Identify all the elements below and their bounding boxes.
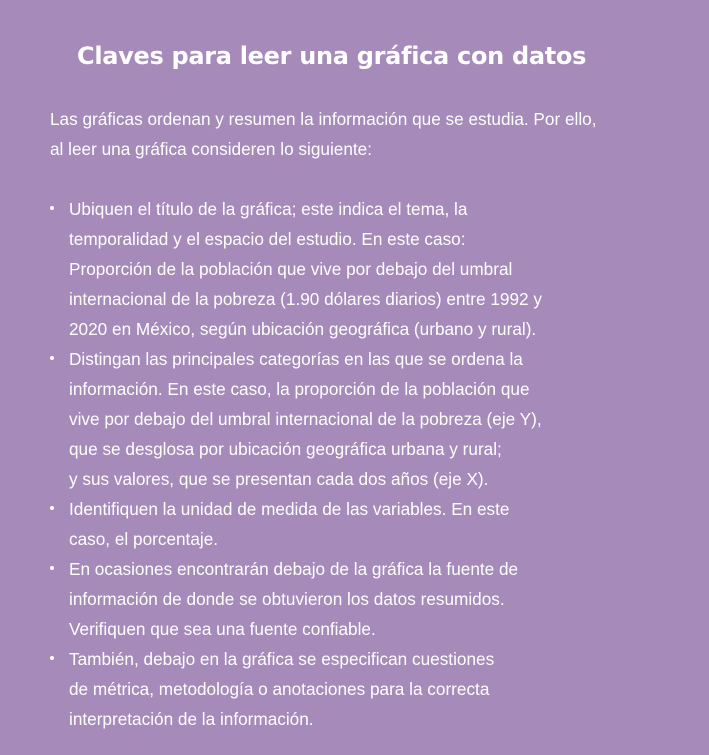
list-item-title xyxy=(0,194,542,344)
list-item-unit xyxy=(0,494,542,554)
list-item-line: interpretación de la información. xyxy=(69,709,314,729)
list-item-line: caso, el porcentaje. xyxy=(69,529,219,549)
bullet-dot-icon xyxy=(50,566,54,570)
list-item-line: En ocasiones encontrarán debajo de la gráfica la fuente de xyxy=(69,559,519,579)
list-item-notes xyxy=(0,644,542,734)
page-title: Claves para leer una gráfica con datos xyxy=(77,42,587,70)
list-item-line: Proporción de la población que vive por debajo del umbral xyxy=(69,259,513,279)
list-item-line: y sus valores, que se presentan cada dos años (eje X). xyxy=(69,469,489,489)
list-item-line: de métrica, metodología o anotaciones para la correcta xyxy=(69,679,490,699)
list-item-line: Ubiquen el título de la gráfica; este indica el tema, la xyxy=(69,199,468,219)
intro-paragraph xyxy=(50,104,700,164)
list-item-line: Verifiquen que sea una fuente confiable. xyxy=(69,619,376,639)
list-item-line: temporalidad y el espacio del estudio. En este caso: xyxy=(69,229,466,249)
list-item-line: internacional de la pobreza (1.90 dólares diarios) entre 1992 y xyxy=(69,289,542,309)
key-points-list xyxy=(0,194,542,734)
intro-line: Las gráficas ordenan y resumen la información que se estudia. Por ello, xyxy=(50,109,597,129)
list-item-categories xyxy=(0,344,542,494)
intro-line: al leer una gráfica consideren lo siguiente: xyxy=(50,139,372,159)
list-item-source xyxy=(0,554,542,644)
list-item-line: También, debajo en la gráfica se especifican cuestiones xyxy=(69,649,495,669)
list-item-line: información. En este caso, la proporción de la población que xyxy=(69,379,530,399)
list-item-line: vive por debajo del umbral internacional de la pobreza (eje Y), xyxy=(69,409,542,429)
list-item-line: Identifiquen la unidad de medida de las variables. En este xyxy=(69,499,510,519)
bullet-dot-icon xyxy=(50,206,54,210)
list-item-line: 2020 en México, según ubicación geográfica (urbano y rural). xyxy=(69,319,537,339)
list-item-line: información de donde se obtuvieron los datos resumidos. xyxy=(69,589,505,609)
list-item-line: Distingan las principales categorías en las que se ordena la xyxy=(69,349,523,369)
bullet-dot-icon xyxy=(50,506,54,510)
bullet-dot-icon xyxy=(50,356,54,360)
list-item-line: que se desglosa por ubicación geográfica urbana y rural; xyxy=(69,439,502,459)
bullet-dot-icon xyxy=(50,656,54,660)
